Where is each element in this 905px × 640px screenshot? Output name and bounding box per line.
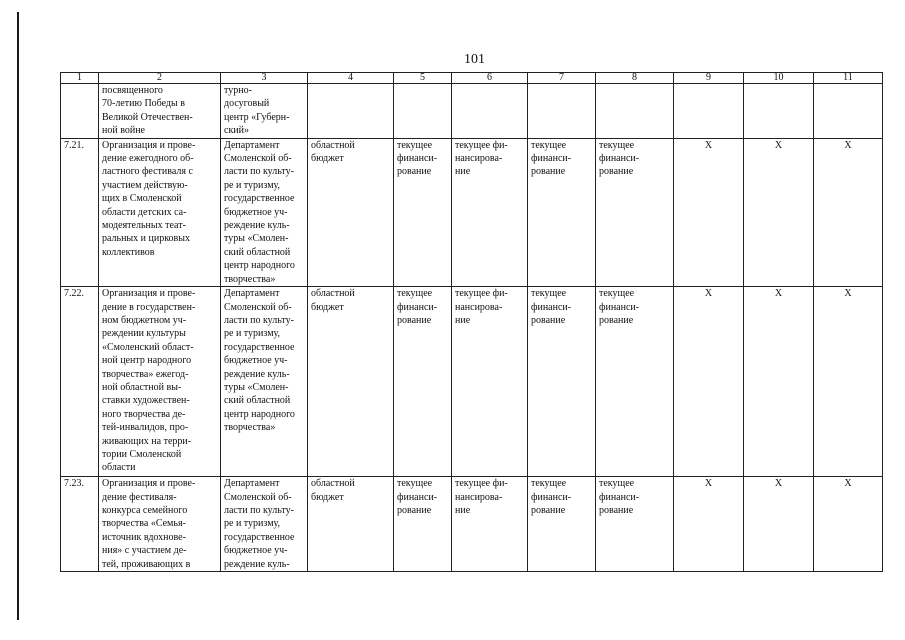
table-cell bbox=[528, 84, 596, 139]
row-number-cell: 7.21. bbox=[61, 138, 99, 286]
funding-cell: текущее финанси- рование bbox=[528, 477, 596, 572]
funding-cell: текущее финанси- рование bbox=[394, 287, 452, 477]
event-name-cell: Организация и прове- дение в государствен- ном бюджетном уч- реждении культуры «Смоленский област- ной центр народного творчества» ежегод- ной областной вы- ставки художествен- ного творчества де- тей-инвалидов, про- живающих на терри- тории Смоленской области bbox=[99, 287, 221, 477]
header-cell: 1 bbox=[61, 73, 99, 84]
funding-cell: текущее финанси- рование bbox=[394, 477, 452, 572]
x-mark-cell: X bbox=[674, 287, 744, 477]
funding-source-cell: областной бюджет bbox=[308, 287, 394, 477]
funding-cell: текущее финанси- рование bbox=[394, 138, 452, 286]
header-cell: 10 bbox=[744, 73, 814, 84]
table-row bbox=[61, 477, 883, 572]
header-cell: 2 bbox=[99, 73, 221, 84]
table-cell bbox=[744, 84, 814, 139]
table-cell bbox=[674, 84, 744, 139]
executor-cell: Департамент Смоленской об- ласти по культу- ре и туризму, государственное бюджетное уч- реждение куль- туры «Смолен- ский областной центр народного творчества» bbox=[221, 138, 308, 286]
executor-cell: Департамент Смоленской об- ласти по культу- ре и туризму, государственное бюджетное уч- реждение куль- bbox=[221, 477, 308, 572]
table-cell bbox=[452, 84, 528, 139]
header-cell: 6 bbox=[452, 73, 528, 84]
x-mark-cell: X bbox=[744, 477, 814, 572]
funding-source-cell: областной бюджет bbox=[308, 477, 394, 572]
margin-line bbox=[17, 12, 19, 620]
x-mark-cell: X bbox=[814, 138, 883, 286]
row-number-cell: 7.23. bbox=[61, 477, 99, 572]
page-number: 101 bbox=[464, 52, 485, 67]
table-row bbox=[61, 287, 883, 477]
header-cell: 7 bbox=[528, 73, 596, 84]
x-mark-cell: X bbox=[674, 477, 744, 572]
header-cell: 9 bbox=[674, 73, 744, 84]
event-name-cell: Организация и прове- дение фестиваля- конкурса семейного творчества «Семья- источник вдохнове- ния» с участием де- тей, проживающих в bbox=[99, 477, 221, 572]
x-mark-cell: X bbox=[744, 138, 814, 286]
table-cell bbox=[61, 84, 99, 139]
funding-source-cell: областной бюджет bbox=[308, 138, 394, 286]
continuation-row bbox=[61, 84, 883, 139]
funding-cell: текущее финанси- рование bbox=[528, 287, 596, 477]
x-mark-cell: X bbox=[674, 138, 744, 286]
x-mark-cell: X bbox=[814, 287, 883, 477]
table-row bbox=[61, 138, 883, 286]
header-cell: 3 bbox=[221, 73, 308, 84]
header-cell: 5 bbox=[394, 73, 452, 84]
program-table bbox=[60, 72, 883, 572]
header-cell: 4 bbox=[308, 73, 394, 84]
event-name-cell: посвященного 70-летию Победы в Великой Отечествен- ной войне bbox=[99, 84, 221, 139]
funding-cell: текущее финанси- рование bbox=[528, 138, 596, 286]
funding-cell: текущее фи- нансирова- ние bbox=[452, 287, 528, 477]
executor-cell: турно- досуговый центр «Губерн- ский» bbox=[221, 84, 308, 139]
table-cell bbox=[814, 84, 883, 139]
event-name-cell: Организация и прове- дение ежегодного об- ластного фестиваля с участием действую- щих в Смоленской области детских са- модеятельных теат- ральных и цирковых коллективов bbox=[99, 138, 221, 286]
table-cell bbox=[308, 84, 394, 139]
x-mark-cell: X bbox=[814, 477, 883, 572]
x-mark-cell: X bbox=[744, 287, 814, 477]
header-cell: 8 bbox=[596, 73, 674, 84]
row-number-cell: 7.22. bbox=[61, 287, 99, 477]
funding-cell: текущее финанси- рование bbox=[596, 138, 674, 286]
funding-cell: текущее финанси- рование bbox=[596, 477, 674, 572]
table-cell bbox=[596, 84, 674, 139]
header-cell: 11 bbox=[814, 73, 883, 84]
executor-cell: Департамент Смоленской об- ласти по культу- ре и туризму, государственное бюджетное уч- реждение куль- туры «Смолен- ский областной центр народного творчества» bbox=[221, 287, 308, 477]
funding-cell: текущее фи- нансирова- ние bbox=[452, 138, 528, 286]
header-row bbox=[61, 73, 883, 84]
funding-cell: текущее финанси- рование bbox=[596, 287, 674, 477]
table-cell bbox=[394, 84, 452, 139]
funding-cell: текущее фи- нансирова- ние bbox=[452, 477, 528, 572]
